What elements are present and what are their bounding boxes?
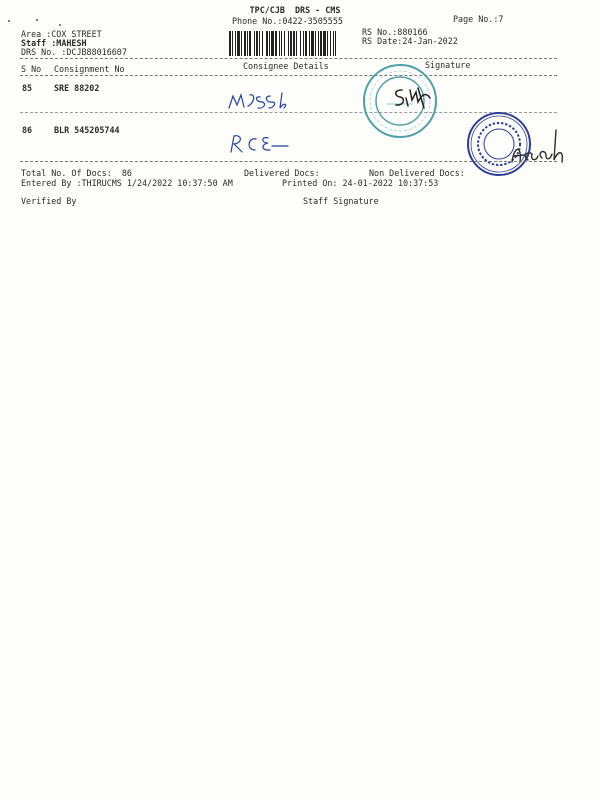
verified-by: Verified By xyxy=(21,196,77,206)
rs-date: RS Date:24-Jan-2022 xyxy=(362,36,458,46)
row-sno: 86 xyxy=(22,125,33,135)
area-label: Area :COX STREET xyxy=(21,29,102,39)
rs-number: RS No.:880166 xyxy=(362,27,428,37)
scan-speck xyxy=(36,19,38,21)
col-consignment: Consignment No xyxy=(54,64,125,74)
delivered-docs: Delivered Docs: xyxy=(244,168,320,178)
page-number: Page No.:7 xyxy=(453,14,504,24)
receiver-signature xyxy=(506,126,574,170)
drs-number: DRS No. :DCJB88016607 xyxy=(21,47,127,57)
non-delivered-docs: Non Delivered Docs: xyxy=(369,168,465,178)
printed-on: Printed On: 24-01-2022 10:37:53 xyxy=(282,178,439,188)
report-title: TPC/CJB DRS - CMS xyxy=(249,5,341,15)
total-docs: Total No. Of Docs: 86 xyxy=(21,168,132,178)
staff-label: Staff :MAHESH xyxy=(21,38,87,48)
scan-speck xyxy=(8,20,10,22)
entered-by: Entered By :THIRUCMS 1/24/2022 10:37:50 AM xyxy=(21,178,233,188)
phone-number: Phone No.:0422-3505555 xyxy=(232,16,343,26)
handwritten-consignee-mark xyxy=(228,132,290,156)
divider-line xyxy=(20,58,557,59)
row-sno: 85 xyxy=(22,83,33,93)
barcode xyxy=(229,31,358,56)
row-consignment: BLR 545205744 xyxy=(54,125,120,135)
col-sno: S No xyxy=(21,64,42,74)
divider-line xyxy=(20,161,557,162)
col-consignee: Consignee Details xyxy=(243,61,329,71)
handwritten-consignee-mark xyxy=(226,90,296,114)
divider-line xyxy=(20,75,557,76)
receiver-signature xyxy=(388,84,438,112)
col-signature: Signature xyxy=(425,60,471,70)
row-consignment: SRE 88202 xyxy=(54,83,100,93)
scan-speck xyxy=(59,24,61,26)
staff-signature: Staff Signature xyxy=(303,196,379,206)
